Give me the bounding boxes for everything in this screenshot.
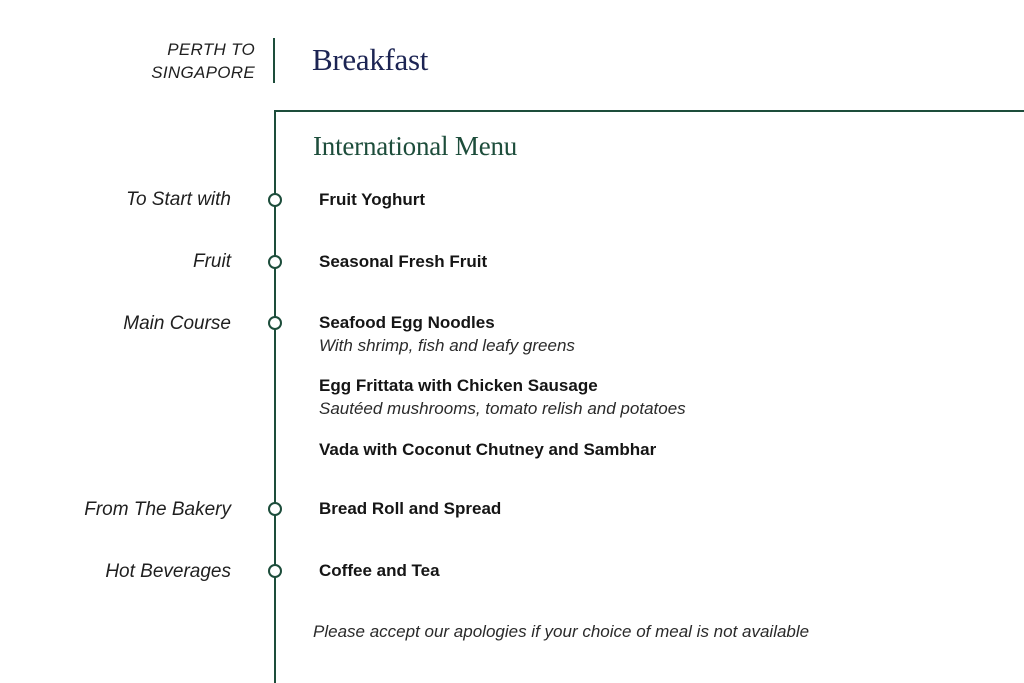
dish-name: Seafood Egg Noodles (319, 313, 495, 332)
availability-note: Please accept our apologies if your choice of meal is not available (313, 622, 810, 641)
course-label-fruit: Fruit (193, 251, 231, 272)
section-top-rule (274, 110, 1024, 112)
menu-heading: International Menu (313, 131, 518, 161)
course-label-main-course: Main Course (123, 313, 231, 334)
timeline-node (268, 502, 282, 516)
dish-name: Egg Frittata with Chicken Sausage (319, 376, 598, 395)
header-divider (273, 38, 275, 83)
route-destination: SINGAPORE (151, 63, 255, 82)
course-label-from-the-bakery: From The Bakery (84, 499, 231, 520)
route-origin: PERTH TO (167, 40, 255, 59)
timeline-node (268, 564, 282, 578)
dish-name: Bread Roll and Spread (319, 499, 502, 518)
dish-description: Sautéed mushrooms, tomato relish and potatoes (319, 399, 686, 418)
timeline-node (268, 316, 282, 330)
route-label (60, 38, 255, 84)
dish-name: Fruit Yoghurt (319, 190, 426, 209)
dish-name: Coffee and Tea (319, 561, 440, 580)
course-label-hot-beverages: Hot Beverages (105, 561, 231, 582)
dish-name: Vada with Coconut Chutney and Sambhar (319, 440, 657, 459)
timeline-node (268, 193, 282, 207)
dish-name: Seasonal Fresh Fruit (319, 252, 488, 271)
meal-title: Breakfast (312, 42, 429, 77)
timeline-node (268, 255, 282, 269)
course-label-to-start-with: To Start with (126, 189, 231, 210)
dish-description: With shrimp, fish and leafy greens (319, 336, 575, 355)
